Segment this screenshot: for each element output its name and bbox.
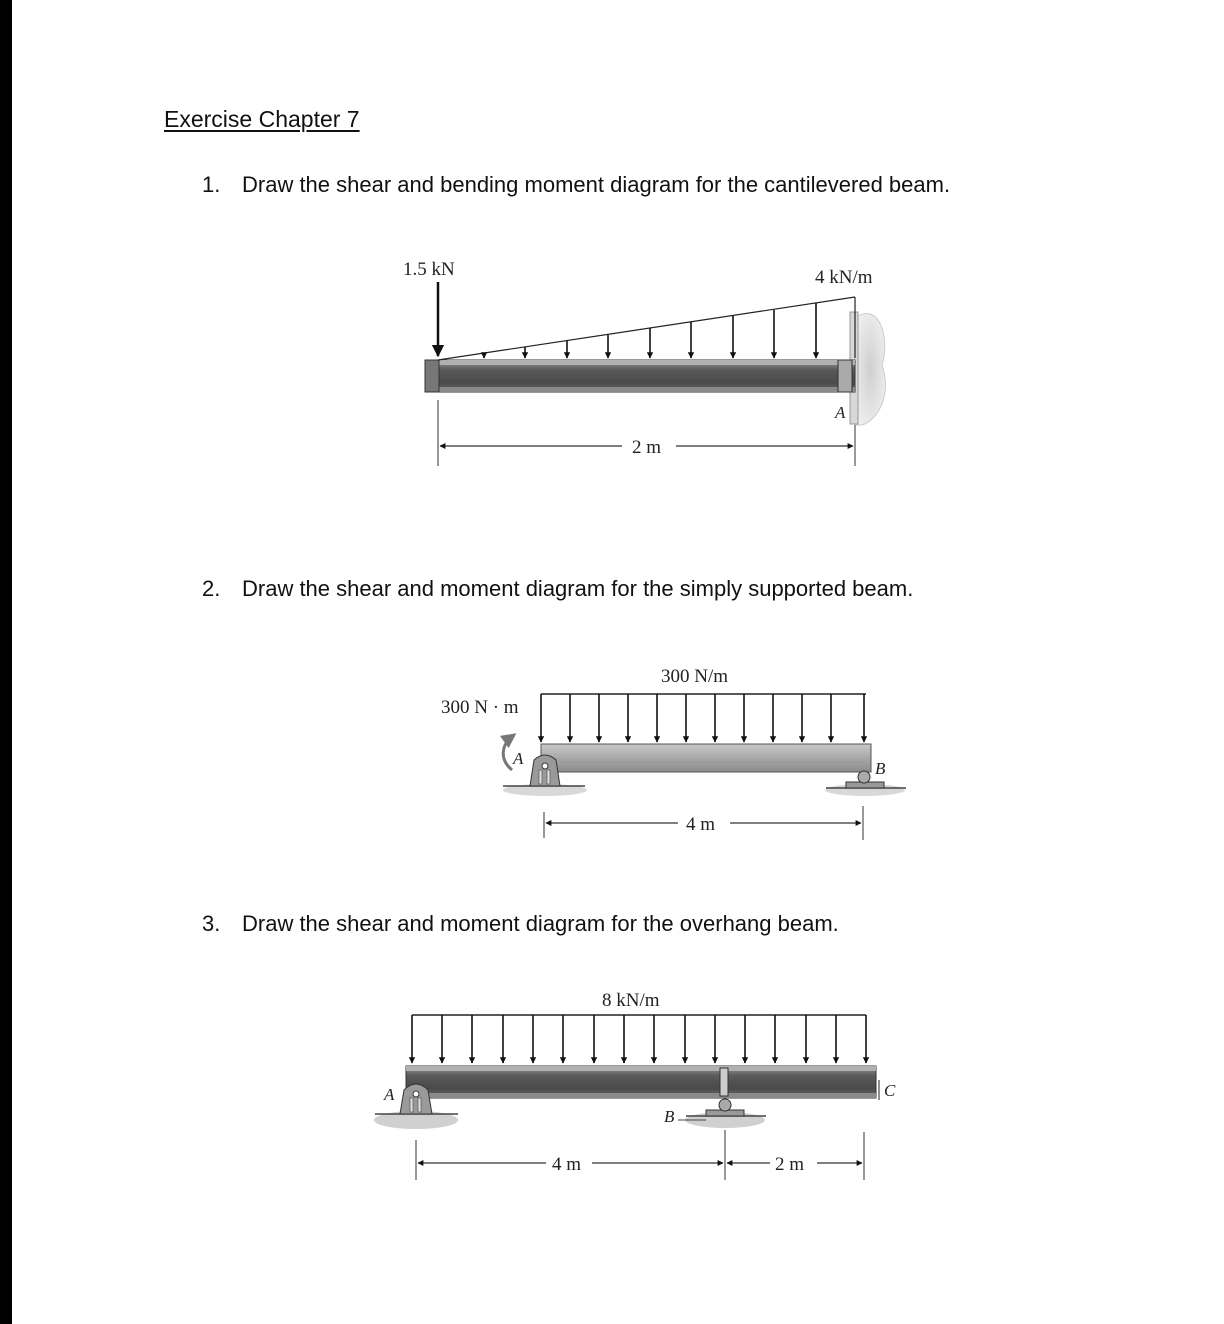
load-envelope-line — [438, 297, 855, 360]
fixed-wall-support — [855, 313, 885, 425]
distributed-load-arrows — [412, 1015, 866, 1063]
page-title: Exercise Chapter 7 — [164, 106, 360, 132]
support-a-label: A — [513, 749, 524, 768]
question-3-text: Draw the shear and moment diagram for the overhang beam. — [242, 911, 839, 936]
question-1-number: 1. — [202, 172, 221, 197]
simple-beam — [541, 744, 871, 772]
question-2-number: 2. — [202, 576, 221, 601]
distributed-load-arrows — [484, 303, 816, 358]
span1-label: 4 m — [552, 1154, 582, 1175]
question-1-text: Draw the shear and bending moment diagram for the cantilevered beam. — [242, 172, 951, 197]
point-load-label: 1.5 kN — [403, 259, 455, 280]
support-b-label: B — [875, 759, 886, 778]
dist-load-label: 8 kN/m — [602, 990, 660, 1011]
distributed-load-arrows — [541, 694, 864, 742]
end-c-label: C — [884, 1081, 896, 1100]
pin-support-a — [530, 755, 560, 786]
figure-3-overhang — [374, 990, 896, 1180]
support-a-label: A — [384, 1085, 395, 1104]
support-b-label: B — [664, 1107, 675, 1126]
figure-1-cantilever — [403, 259, 885, 466]
stiffener-plate — [720, 1068, 728, 1096]
moment-label: 300 N · m — [441, 697, 519, 718]
figure-2-simply-supported — [441, 666, 906, 840]
roller-support-b — [719, 1099, 731, 1111]
dist-load-label: 300 N/m — [661, 666, 729, 687]
span-label: 4 m — [686, 814, 716, 835]
dist-load-label: 4 kN/m — [815, 267, 873, 288]
span2-label: 2 m — [775, 1154, 805, 1175]
roller-support-b — [858, 771, 870, 783]
question-2-text: Draw the shear and moment diagram for the simply supported beam. — [242, 576, 914, 601]
support-a-label: A — [835, 403, 846, 422]
span-label: 2 m — [632, 437, 662, 458]
question-3-number: 3. — [202, 911, 221, 936]
